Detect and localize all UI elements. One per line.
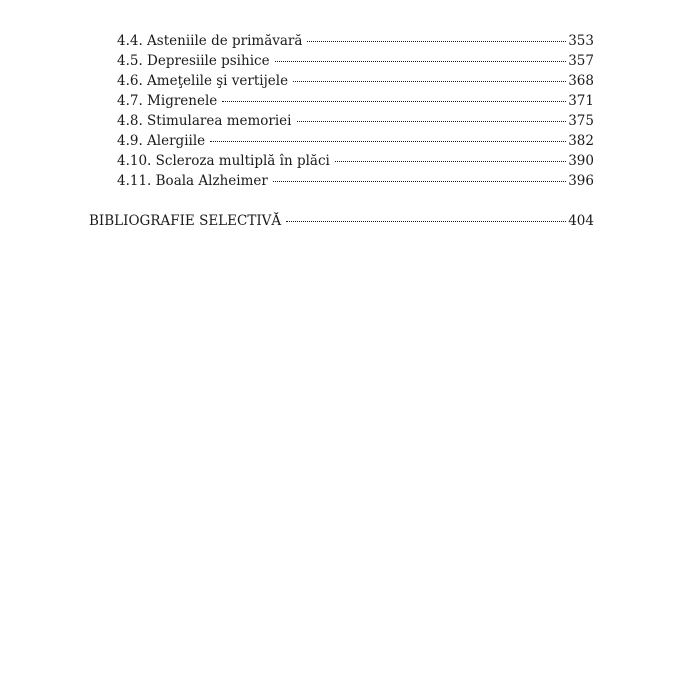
- toc-entry-title: 4.6. Ameţelile şi vertijele: [117, 73, 289, 89]
- toc-entry-title: 4.5. Depresiile psihice: [117, 53, 270, 69]
- dot-leader: [307, 41, 566, 42]
- toc-entry[interactable]: [117, 111, 594, 131]
- toc-entry-page: 353: [568, 33, 594, 49]
- dot-leader: [297, 121, 567, 122]
- toc-entry-bibliography[interactable]: [89, 211, 594, 231]
- dot-leader: [273, 181, 566, 182]
- toc-entry-page: 382: [568, 133, 594, 149]
- dot-leader: [286, 221, 566, 222]
- toc-entry-page: 368: [568, 73, 594, 89]
- toc-entry-page: 390: [568, 153, 594, 169]
- toc-entry-page: 371: [568, 93, 594, 109]
- toc-entry-title: 4.4. Asteniile de primăvară: [117, 33, 303, 49]
- dot-leader: [293, 81, 566, 82]
- toc-entry-title: 4.8. Stimularea memoriei: [117, 113, 292, 129]
- toc-entry-page: 357: [568, 53, 594, 69]
- dot-leader: [210, 141, 566, 142]
- toc-entry[interactable]: [117, 51, 594, 71]
- toc-entry[interactable]: [117, 131, 594, 151]
- toc-entry[interactable]: [117, 31, 594, 51]
- toc-entry-title: 4.11. Boala Alzheimer: [117, 173, 268, 189]
- toc-entry-title: 4.10. Scleroza multiplă în plăci: [117, 153, 330, 169]
- dot-leader: [335, 161, 566, 162]
- dot-leader: [275, 61, 567, 62]
- toc-entry-title: 4.9. Alergiile: [117, 133, 206, 149]
- toc-entry[interactable]: [117, 71, 594, 91]
- toc-entry-page: 404: [568, 213, 594, 229]
- toc-entry-title: BIBLIOGRAFIE SELECTIVĂ: [89, 213, 282, 229]
- toc-entry-page: 396: [568, 173, 594, 189]
- toc-entry-page: 375: [568, 113, 594, 129]
- toc-entry[interactable]: [117, 171, 594, 191]
- dot-leader: [222, 101, 566, 102]
- toc-entry-title: 4.7. Migrenele: [117, 93, 218, 109]
- toc-entry[interactable]: [117, 151, 594, 171]
- toc-entry[interactable]: [117, 91, 594, 111]
